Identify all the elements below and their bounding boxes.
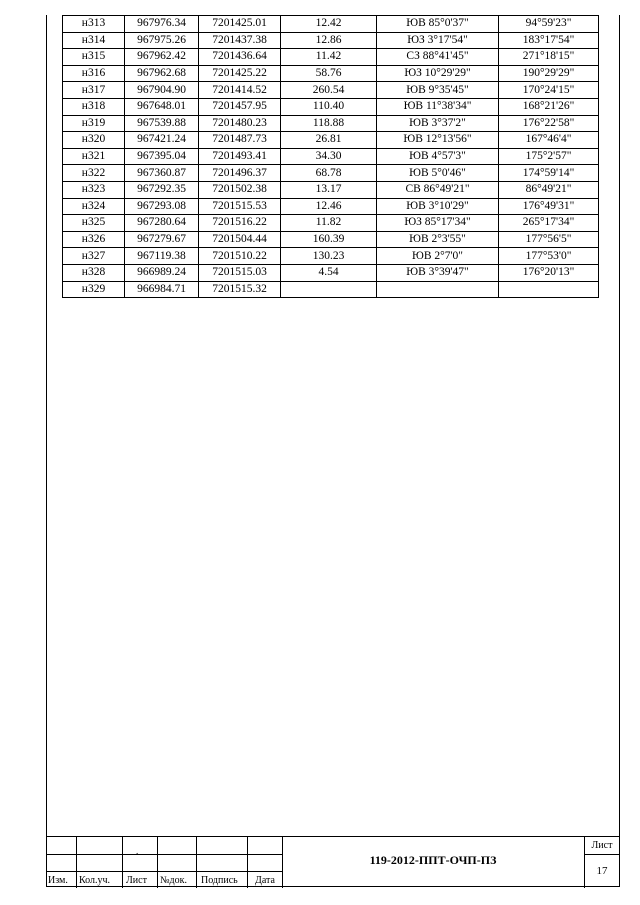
x-cell: 967280.64 (125, 215, 199, 232)
rumb-cell: ЮВ 2°7'0" (377, 248, 499, 265)
y-cell: 7201496.37 (199, 165, 281, 182)
length-cell: 160.39 (281, 231, 377, 248)
table-row (63, 264, 599, 281)
azimuth-cell: 177°56'5" (499, 231, 599, 248)
point-cell: н324 (63, 198, 125, 215)
coordinate-table (62, 15, 599, 298)
length-cell: 13.17 (281, 181, 377, 198)
table-row (63, 49, 599, 66)
rumb-cell: ЮВ 3°39'47" (377, 264, 499, 281)
table-row (63, 82, 599, 99)
point-cell: н313 (63, 16, 125, 33)
rumb-cell: СЗ 88°41'45" (377, 49, 499, 66)
x-cell: 966989.24 (125, 264, 199, 281)
azimuth-cell (499, 281, 599, 298)
rumb-cell: ЮВ 85°0'37" (377, 16, 499, 33)
point-cell: н329 (63, 281, 125, 298)
x-cell: 967975.26 (125, 32, 199, 49)
x-cell: 967395.04 (125, 148, 199, 165)
data-label: Дата (255, 875, 275, 886)
length-cell (281, 281, 377, 298)
length-cell: 11.42 (281, 49, 377, 66)
length-cell: 12.46 (281, 198, 377, 215)
rumb-cell: ЮЗ 10°29'29" (377, 65, 499, 82)
rumb-cell: СВ 86°49'21" (377, 181, 499, 198)
length-cell: 110.40 (281, 98, 377, 115)
table-row (63, 215, 599, 232)
length-cell: 68.78 (281, 165, 377, 182)
rumb-cell (377, 281, 499, 298)
rumb-cell: ЮЗ 85°17'34" (377, 215, 499, 232)
x-cell: 967976.34 (125, 16, 199, 33)
x-cell: 967421.24 (125, 132, 199, 149)
x-cell: 966984.71 (125, 281, 199, 298)
point-cell: н317 (63, 82, 125, 99)
rumb-cell: ЮВ 4°57'3" (377, 148, 499, 165)
length-cell: 130.23 (281, 248, 377, 265)
point-cell: н319 (63, 115, 125, 132)
title-block (46, 836, 620, 888)
table-row (63, 198, 599, 215)
point-cell: н314 (63, 32, 125, 49)
y-cell: 7201504.44 (199, 231, 281, 248)
table-row (63, 181, 599, 198)
y-cell: 7201515.53 (199, 198, 281, 215)
y-cell: 7201480.23 (199, 115, 281, 132)
y-cell: 7201516.22 (199, 215, 281, 232)
point-cell: н322 (63, 165, 125, 182)
izm-label: Изм. (48, 875, 68, 886)
table-row (63, 132, 599, 149)
podpis-label: Подпись (201, 875, 238, 886)
document-code: 119-2012-ППТ-ОЧП-ПЗ (369, 853, 497, 867)
length-cell: 260.54 (281, 82, 377, 99)
x-cell: 967360.87 (125, 165, 199, 182)
y-cell: 7201436.64 (199, 49, 281, 66)
y-cell: 7201515.03 (199, 264, 281, 281)
table-row (63, 16, 599, 33)
x-cell: 967539.88 (125, 115, 199, 132)
azimuth-cell: 176°49'31" (499, 198, 599, 215)
table-row (63, 65, 599, 82)
y-cell: 7201493.41 (199, 148, 281, 165)
table-row (63, 165, 599, 182)
azimuth-cell: 167°46'4" (499, 132, 599, 149)
rumb-cell: ЮВ 3°10'29" (377, 198, 499, 215)
y-cell: 7201425.01 (199, 16, 281, 33)
azimuth-cell: 183°17'54" (499, 32, 599, 49)
length-cell: 34.30 (281, 148, 377, 165)
azimuth-cell: 265°17'34" (499, 215, 599, 232)
x-cell: 967279.67 (125, 231, 199, 248)
x-cell: 967648.01 (125, 98, 199, 115)
azimuth-cell: 271°18'15" (499, 49, 599, 66)
point-cell: н321 (63, 148, 125, 165)
x-cell: 967293.08 (125, 198, 199, 215)
azimuth-cell: 176°22'58" (499, 115, 599, 132)
length-cell: 12.42 (281, 16, 377, 33)
length-cell: 58.76 (281, 65, 377, 82)
azimuth-cell: 177°53'0" (499, 248, 599, 265)
y-cell: 7201515.32 (199, 281, 281, 298)
kol-uch-label: Кол.уч. (79, 875, 111, 886)
y-cell: 7201414.52 (199, 82, 281, 99)
sheet-label: Лист (591, 840, 613, 851)
rumb-cell: ЮВ 5°0'46" (377, 165, 499, 182)
x-cell: 967119.38 (125, 248, 199, 265)
point-cell: н316 (63, 65, 125, 82)
azimuth-cell: 168°21'26" (499, 98, 599, 115)
length-cell: 26.81 (281, 132, 377, 149)
list-label: Лист (126, 875, 147, 886)
y-cell: 7201487.73 (199, 132, 281, 149)
y-cell: 7201425.22 (199, 65, 281, 82)
rumb-cell: ЮВ 12°13'56" (377, 132, 499, 149)
azimuth-cell: 170°24'15" (499, 82, 599, 99)
rumb-cell: ЮВ 3°37'2" (377, 115, 499, 132)
stamp-dot-mark: . (136, 846, 139, 856)
length-cell: 4.54 (281, 264, 377, 281)
azimuth-cell: 190°29'29" (499, 65, 599, 82)
table-row (63, 148, 599, 165)
table-row (63, 115, 599, 132)
rumb-cell: ЮВ 2°3'55" (377, 231, 499, 248)
azimuth-cell: 86°49'21" (499, 181, 599, 198)
table-row (63, 32, 599, 49)
coordinate-table-body (63, 16, 599, 298)
y-cell: 7201510.22 (199, 248, 281, 265)
length-cell: 11.82 (281, 215, 377, 232)
table-row (63, 281, 599, 298)
x-cell: 967962.42 (125, 49, 199, 66)
rumb-cell: ЮВ 11°38'34" (377, 98, 499, 115)
rumb-cell: ЮЗ 3°17'54" (377, 32, 499, 49)
length-cell: 12.86 (281, 32, 377, 49)
point-cell: н328 (63, 264, 125, 281)
rumb-cell: ЮВ 9°35'45" (377, 82, 499, 99)
azimuth-cell: 176°20'13" (499, 264, 599, 281)
y-cell: 7201457.95 (199, 98, 281, 115)
point-cell: н318 (63, 98, 125, 115)
point-cell: н325 (63, 215, 125, 232)
table-row (63, 98, 599, 115)
table-row (63, 231, 599, 248)
azimuth-cell: 175°2'57" (499, 148, 599, 165)
y-cell: 7201502.38 (199, 181, 281, 198)
x-cell: 967292.35 (125, 181, 199, 198)
x-cell: 967962.68 (125, 65, 199, 82)
point-cell: н327 (63, 248, 125, 265)
point-cell: н326 (63, 231, 125, 248)
x-cell: 967904.90 (125, 82, 199, 99)
azimuth-cell: 174°59'14" (499, 165, 599, 182)
point-cell: н323 (63, 181, 125, 198)
ndok-label: №док. (160, 875, 187, 886)
point-cell: н315 (63, 49, 125, 66)
sheet-number: 17 (596, 865, 608, 877)
y-cell: 7201437.38 (199, 32, 281, 49)
point-cell: н320 (63, 132, 125, 149)
length-cell: 118.88 (281, 115, 377, 132)
azimuth-cell: 94°59'23" (499, 16, 599, 33)
table-row (63, 248, 599, 265)
